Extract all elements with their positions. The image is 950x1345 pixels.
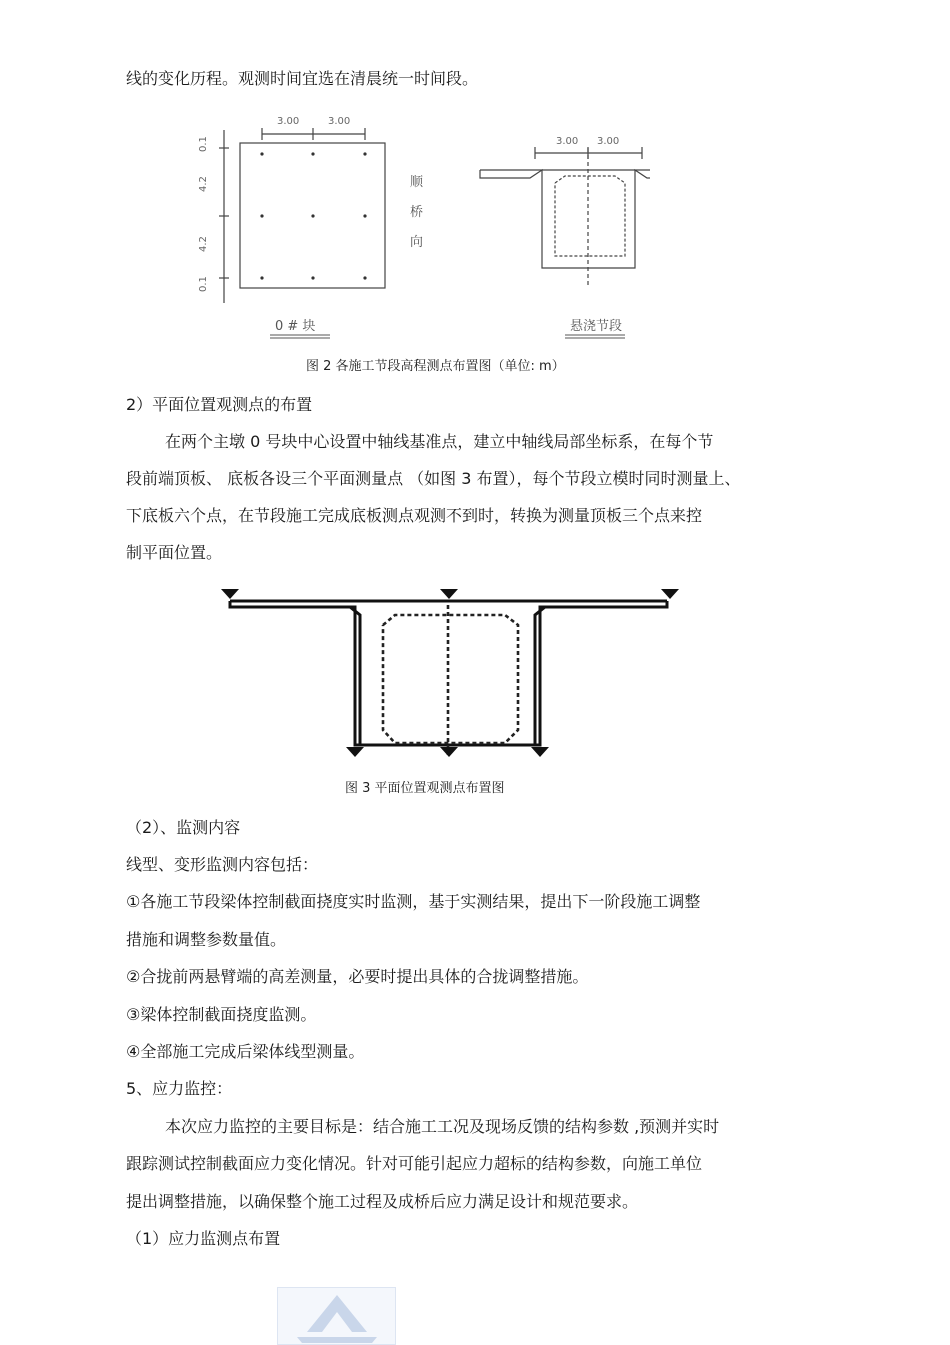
dim-left-2: 4.2 — [198, 176, 209, 192]
paragraph-line: 下底板六个点，在节段施工完成底板测点观测不到时，转换为测量顶板三个点来控 — [126, 506, 703, 525]
list-item: ③梁体控制截面挠度监测。 — [126, 1005, 317, 1024]
paragraph-line: 跟踪测试控制截面应力变化情况。针对可能引起应力超标的结构参数，向施工单位 — [126, 1154, 703, 1173]
dim-left-1: 0.1 — [198, 136, 209, 152]
cantilever-label: 悬浇节段 — [570, 319, 623, 334]
list-item: ①各施工节段梁体控制截面挠度实时监测，基于实测结果，提出下一阶段施工调整 — [126, 892, 701, 911]
paragraph-continuation: 线的变化历程。观测时间宜选在清晨统一时间段。 — [126, 69, 479, 88]
direction-char-2: 桥 — [410, 205, 424, 220]
section-heading-stress: 5、应力监控： — [126, 1079, 233, 1098]
paragraph-line: 段前端顶板、 底板各设三个平面测量点 （如图 3 布置），每个节段立模时同时测量上、 — [126, 469, 741, 488]
section-heading-monitoring: （2）、监测内容 — [126, 818, 241, 837]
list-item: ②合拢前两悬臂端的高差测量，必要时提出具体的合拢调整措施。 — [126, 967, 589, 986]
paragraph-line: 制平面位置。 — [126, 543, 223, 562]
dim-left-4: 0.1 — [198, 276, 209, 292]
dim-top-1: 3.00 — [277, 116, 300, 127]
paragraph-line: 线型、变形监测内容包括： — [126, 855, 319, 874]
figure-2-caption: 图 2 各施工节段高程测点布置图（单位: m） — [306, 359, 565, 374]
cantilever-dim-1: 3.00 — [556, 136, 579, 147]
figure-3-plan-points — [215, 585, 685, 770]
subsection-heading: （1）应力监测点布置 — [126, 1229, 281, 1248]
dim-left-3: 4.2 — [198, 236, 209, 252]
dim-top-2: 3.00 — [328, 116, 351, 127]
direction-char-3: 向 — [410, 235, 424, 250]
paragraph-line: 在两个主墩 0 号块中心设置中轴线基准点，建立中轴线局部坐标系，在每个节 — [165, 432, 714, 451]
figure-2-elevation-points — [190, 108, 650, 348]
block0-label: 0 # 块 — [275, 319, 316, 334]
figure-3-caption: 图 3 平面位置观测点布置图 — [345, 781, 505, 796]
paragraph-line: 本次应力监控的主要目标是：结合施工工况及现场反馈的结构参数 ,预测并实时 — [165, 1117, 720, 1136]
watermark-logo — [277, 1287, 397, 1345]
list-item-continuation: 措施和调整参数量值。 — [126, 930, 287, 949]
paragraph-line: 提出调整措施，以确保整个施工过程及成桥后应力满足设计和规范要求。 — [126, 1192, 639, 1211]
list-item: ④全部施工完成后梁体线型测量。 — [126, 1042, 365, 1061]
cantilever-dim-2: 3.00 — [597, 136, 620, 147]
direction-char-1: 顺 — [410, 175, 424, 190]
section-heading-2: 2）平面位置观测点的布置 — [126, 395, 313, 414]
